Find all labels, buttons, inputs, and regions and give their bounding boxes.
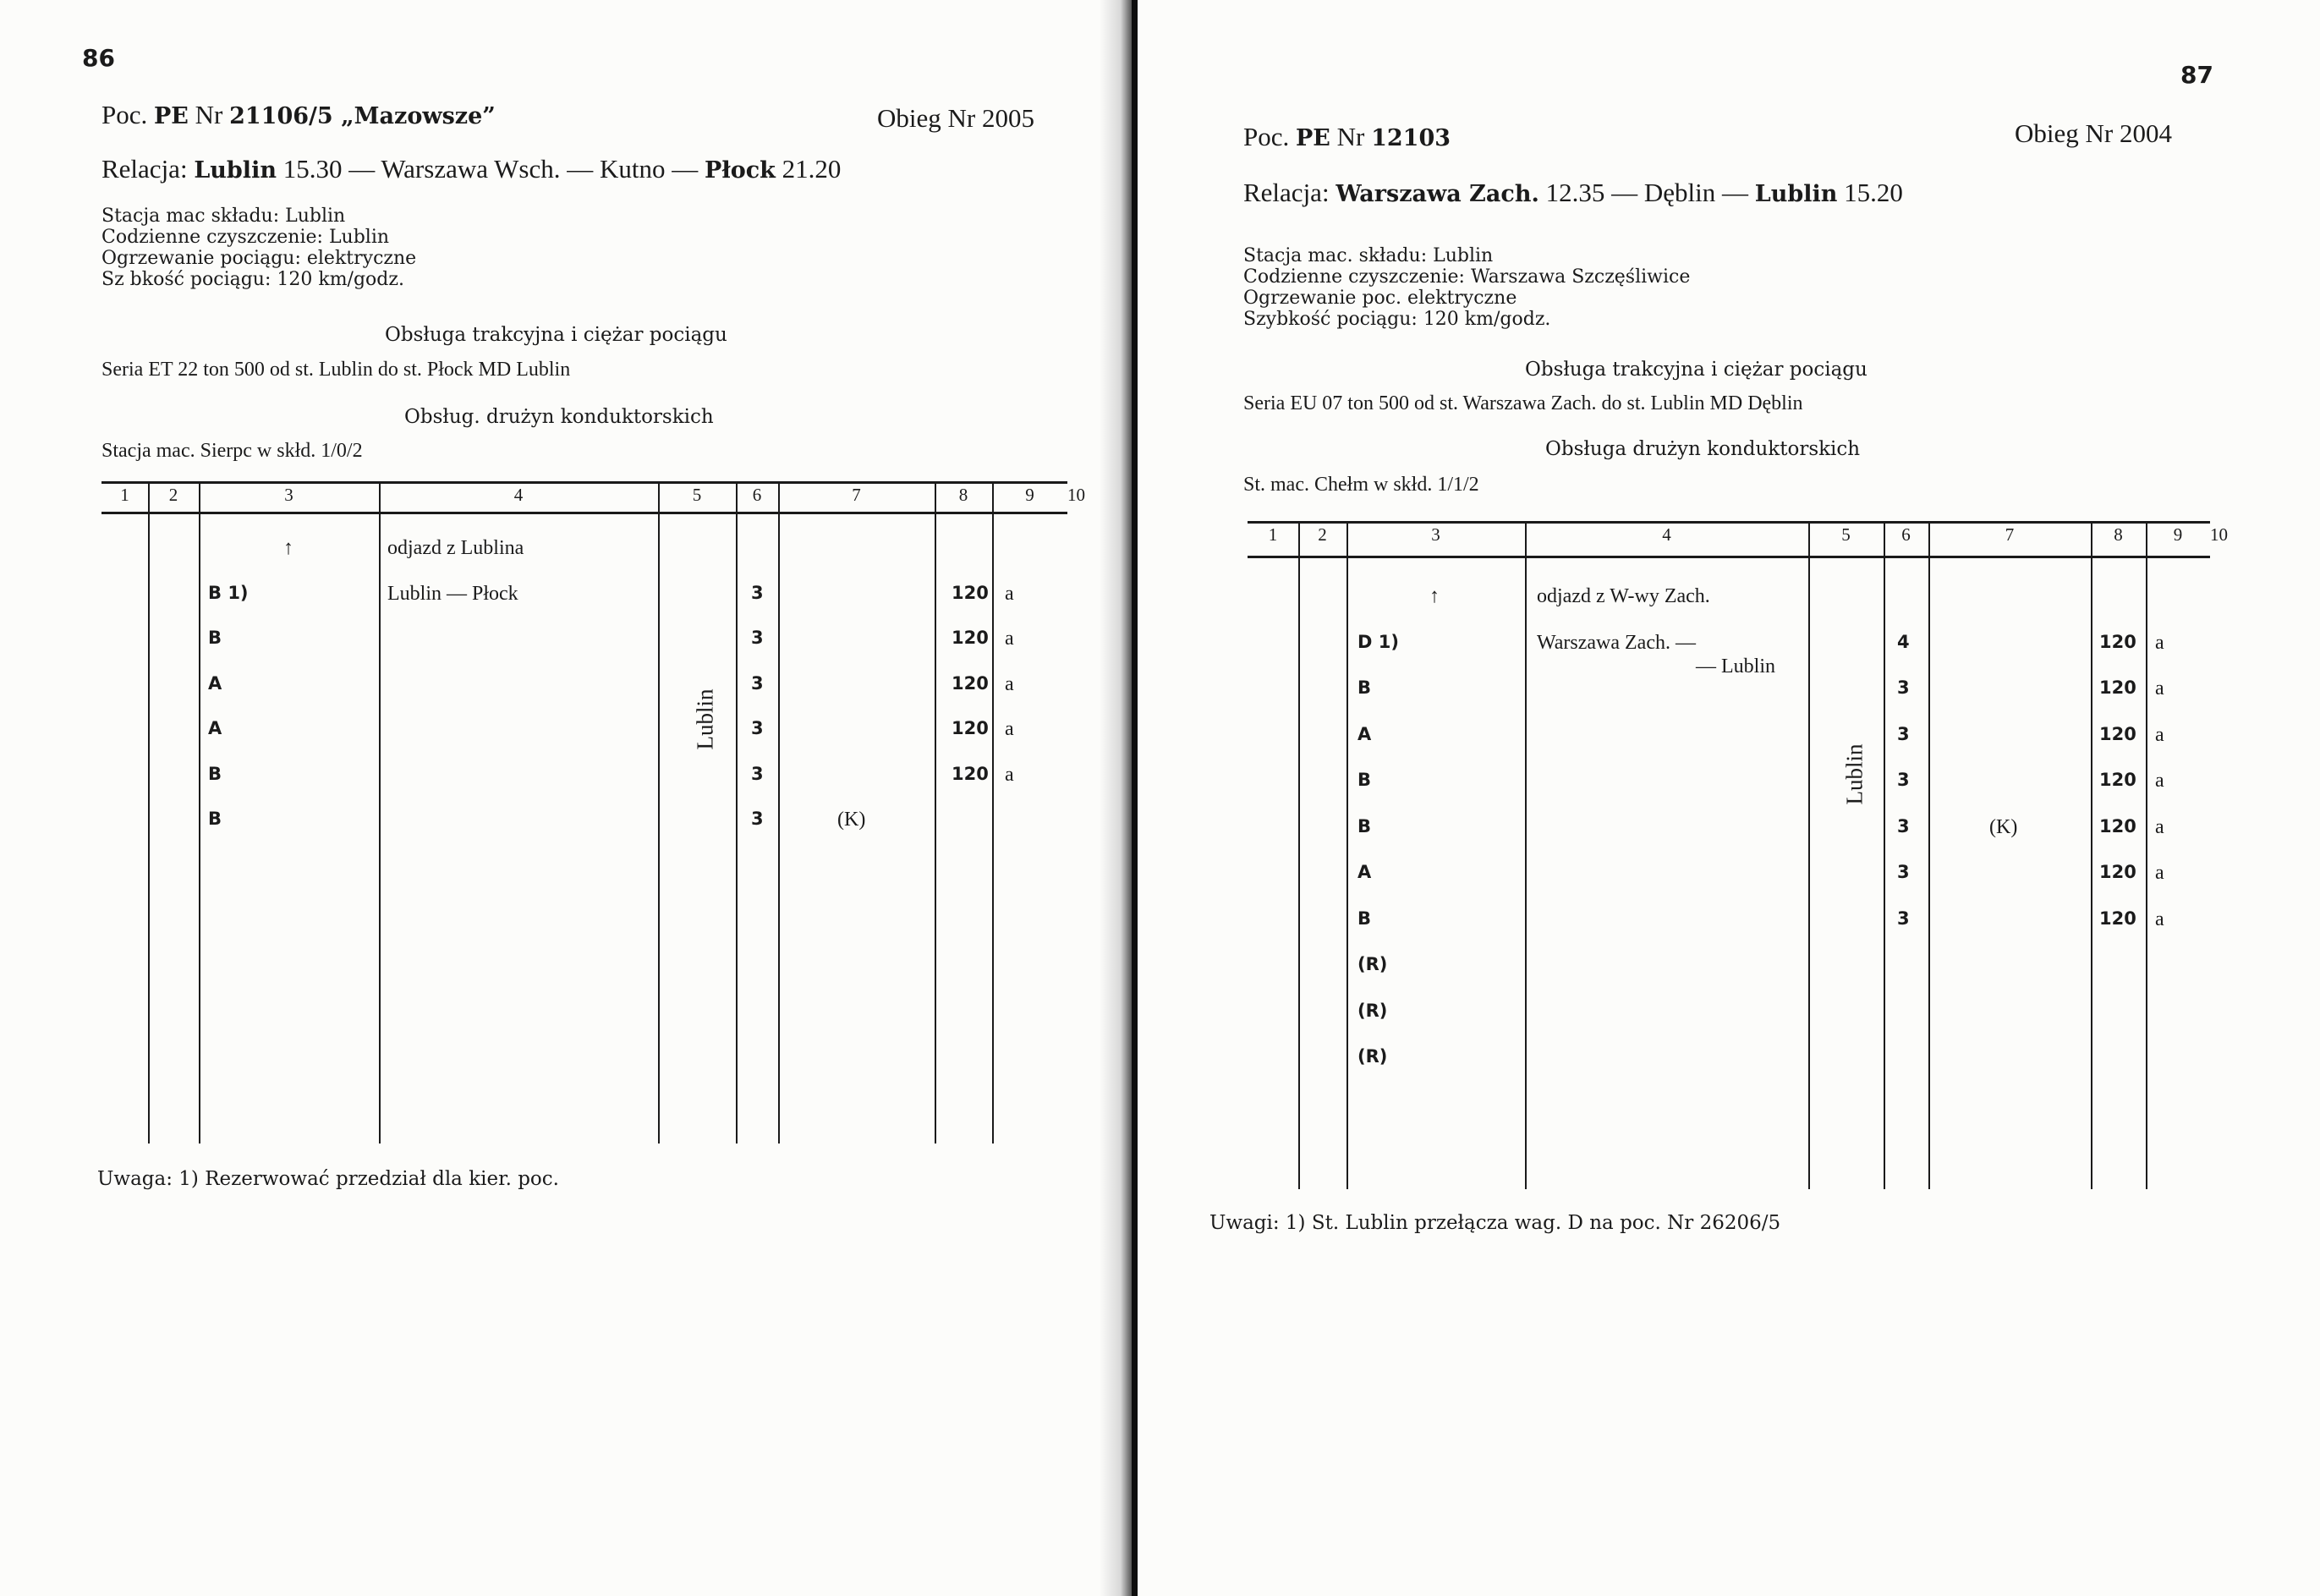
column-rule	[1346, 558, 1348, 1189]
class-cell: 3	[1897, 862, 1910, 882]
relation-label: Relacja:	[101, 154, 188, 184]
category-cell: (R)	[1357, 1000, 1388, 1021]
class-cell: 3	[751, 718, 764, 738]
table-top-rule	[101, 481, 1067, 484]
relation-line	[1243, 178, 1903, 208]
train-info	[1243, 245, 1690, 330]
left-page	[0, 0, 1125, 1596]
info-line: Codzienne czyszczenie: Lublin	[101, 227, 390, 248]
class-cell: 3	[751, 628, 764, 648]
relation-start: Warszawa Zach.	[1336, 181, 1539, 207]
speed-cell: 120	[2099, 862, 2136, 882]
info-line: Ogrzewanie poc. elektryczne	[1243, 288, 1517, 309]
relation-end-time: 21.20	[782, 154, 842, 184]
train-number: 12103	[1371, 125, 1451, 151]
column-header: 8	[2114, 524, 2123, 545]
flag-cell: a	[1005, 718, 1014, 740]
column-header: 8	[958, 485, 968, 505]
category-cell: A	[1357, 723, 1372, 744]
category-cell: B	[1357, 770, 1372, 790]
class-cell: 3	[751, 763, 764, 784]
relation-end: Lublin	[1754, 181, 1838, 207]
category-cell: B 1)	[208, 582, 249, 603]
column-header: 3	[1431, 524, 1440, 545]
column-header: 7	[852, 485, 861, 505]
column-rule	[1808, 558, 1810, 1189]
speed-cell: 120	[952, 763, 989, 784]
train-info	[101, 206, 416, 290]
info-line: Codzienne czyszczenie: Warszawa Szczęśliwice	[1243, 266, 1691, 288]
category-cell: ↑	[283, 537, 293, 559]
flag-cell: a	[2155, 862, 2164, 884]
relation-middle: 15.30 — Warszawa Wsch. — Kutno —	[282, 154, 699, 184]
column-rule	[1884, 558, 1885, 1189]
speed-cell: 120	[952, 582, 989, 603]
traction-heading: Obsługa trakcyjna i ciężar pociągu	[385, 324, 727, 346]
table-header-rule	[101, 512, 1067, 514]
route-cell: Lublin — Płock	[387, 582, 518, 605]
flag-cell: a	[1005, 628, 1014, 650]
column-header: 2	[1318, 524, 1327, 545]
speed-cell: 120	[2099, 815, 2136, 836]
speed-cell: 120	[2099, 723, 2136, 744]
column-header: 5	[1841, 524, 1851, 545]
column-rule	[2146, 558, 2147, 1189]
column-header: 10	[1067, 485, 1085, 505]
relation-middle: 12.35 — Dęblin —	[1545, 178, 1748, 207]
flag-cell: a	[1005, 763, 1014, 786]
speed-cell: 120	[2099, 631, 2136, 652]
footnote: Uwaga: 1) Rezerwować przedział dla kier. poc.	[97, 1168, 559, 1190]
relation-line	[101, 154, 841, 184]
series-line: Seria EU 07 ton 500 od st. Warszawa Zach. do st. Lublin MD Dęblin	[1243, 392, 1803, 414]
column-rule	[148, 514, 150, 1144]
category-cell: A	[208, 672, 222, 694]
table-top-rule	[1248, 521, 2210, 524]
speed-cell: 120	[952, 672, 989, 694]
crew-station: St. mac. Chełm w skłd. 1/1/2	[1243, 474, 1479, 496]
column-header: 7	[2005, 524, 2015, 545]
vertical-station-label: Lublin	[692, 688, 718, 750]
table-header-rule	[1248, 556, 2210, 558]
class-cell: 3	[1897, 770, 1910, 790]
info-line: Stacja mac. składu: Lublin	[1243, 245, 1494, 266]
category-cell: D 1)	[1357, 631, 1399, 652]
speed-cell: 120	[2099, 677, 2136, 698]
relation-end-time: 15.20	[1844, 178, 1903, 207]
class-cell: 3	[751, 809, 764, 829]
crew-heading: Obsług. drużyn konduktorskich	[404, 406, 714, 428]
page-number: 87	[2180, 61, 2213, 89]
class-cell: 3	[1897, 723, 1910, 744]
category-cell: B	[1357, 815, 1372, 836]
column-rule	[199, 514, 200, 1144]
train-type: PE	[154, 103, 189, 129]
column-header: 3	[284, 485, 293, 505]
flag-cell: a	[2155, 677, 2164, 699]
vertical-station-label: Lublin	[1841, 743, 1868, 805]
train-nr-label: Nr	[195, 100, 223, 129]
class-cell: 3	[751, 672, 764, 694]
speed-cell: 120	[952, 628, 989, 648]
flag-cell: a	[2155, 770, 2164, 792]
train-type: PE	[1296, 125, 1330, 151]
flag-cell: a	[1005, 672, 1014, 695]
category-cell: B	[208, 809, 222, 829]
page-number: 86	[82, 44, 115, 72]
train-prefix: Poc.	[101, 100, 148, 129]
column-header: 10	[2210, 524, 2228, 545]
info-line: Stacja mac składu: Lublin	[101, 206, 346, 227]
note-cell: (K)	[837, 809, 866, 831]
circuit-number: Obieg Nr 2005	[877, 103, 1034, 133]
column-rule	[778, 514, 780, 1144]
flag-cell: a	[2155, 908, 2164, 930]
class-cell: 4	[1897, 631, 1910, 652]
flag-cell: a	[2155, 631, 2164, 654]
crew-heading: Obsługa drużyn konduktorskich	[1545, 438, 1861, 460]
speed-cell: 120	[2099, 908, 2136, 929]
train-prefix: Poc.	[1243, 122, 1290, 151]
column-header: 9	[2173, 524, 2183, 545]
route-cell: Warszawa Zach. —	[1537, 631, 1696, 654]
column-rule	[1525, 558, 1527, 1189]
category-cell: B	[208, 763, 222, 784]
column-rule	[658, 514, 660, 1144]
speed-cell: 120	[2099, 770, 2136, 790]
series-line: Seria ET 22 ton 500 od st. Lublin do st. Płock MD Lublin	[101, 359, 571, 381]
category-cell: A	[208, 718, 222, 738]
info-line: Ogrzewanie pociągu: elektryczne	[101, 248, 417, 269]
relation-end: Płock	[705, 157, 776, 184]
train-title	[101, 100, 496, 130]
class-cell: 3	[1897, 677, 1910, 698]
column-rule	[1298, 558, 1300, 1189]
category-cell: B	[1357, 677, 1372, 698]
column-header: 5	[692, 485, 702, 505]
column-header: 9	[1025, 485, 1034, 505]
speed-cell: 120	[952, 718, 989, 738]
train-number: 21106/5 „Mazowsze”	[229, 103, 496, 129]
circuit-number: Obieg Nr 2004	[2015, 118, 2172, 148]
category-cell: (R)	[1357, 1046, 1388, 1067]
column-header: 1	[120, 485, 129, 505]
flag-cell: a	[2155, 723, 2164, 746]
column-header: 6	[752, 485, 762, 505]
route-cell: — Lublin	[1696, 655, 1775, 677]
column-header: 6	[1901, 524, 1911, 545]
column-rule	[935, 514, 936, 1144]
category-cell: ↑	[1429, 585, 1440, 607]
category-cell: B	[1357, 908, 1372, 929]
column-rule	[2091, 558, 2092, 1189]
column-header: 4	[1662, 524, 1671, 545]
column-header: 4	[513, 485, 524, 505]
crew-station: Stacja mac. Sierpc w skłd. 1/0/2	[101, 440, 363, 462]
category-cell: B	[208, 628, 222, 648]
info-line: Sz bkość pociągu: 120 km/godz.	[101, 269, 404, 290]
relation-start: Lublin	[194, 157, 277, 184]
column-header: 1	[1268, 524, 1278, 545]
route-cell: odjazd z W-wy Zach.	[1537, 585, 1710, 607]
train-title	[1243, 122, 1451, 152]
relation-label: Relacja:	[1243, 178, 1330, 207]
route-cell: odjazd z Lublina	[387, 537, 524, 559]
category-cell: A	[1357, 862, 1372, 882]
right-page	[1138, 0, 2320, 1596]
column-rule	[992, 514, 994, 1144]
class-cell: 3	[751, 582, 764, 603]
info-line: Szybkość pociągu: 120 km/godz.	[1243, 309, 1551, 330]
train-nr-label: Nr	[1336, 122, 1365, 151]
category-cell: (R)	[1357, 954, 1388, 974]
column-rule	[379, 514, 381, 1144]
class-cell: 3	[1897, 815, 1910, 836]
column-header: 2	[168, 485, 178, 505]
traction-heading: Obsługa trakcyjna i ciężar pociągu	[1525, 359, 1868, 381]
column-rule	[1928, 558, 1930, 1189]
flag-cell: a	[1005, 582, 1014, 605]
footnote: Uwagi: 1) St. Lublin przełącza wag. D na poc. Nr 26206/5	[1209, 1212, 1781, 1234]
class-cell: 3	[1897, 908, 1910, 929]
column-rule	[736, 514, 738, 1144]
flag-cell: a	[2155, 815, 2164, 838]
note-cell: (K)	[1989, 815, 2018, 838]
